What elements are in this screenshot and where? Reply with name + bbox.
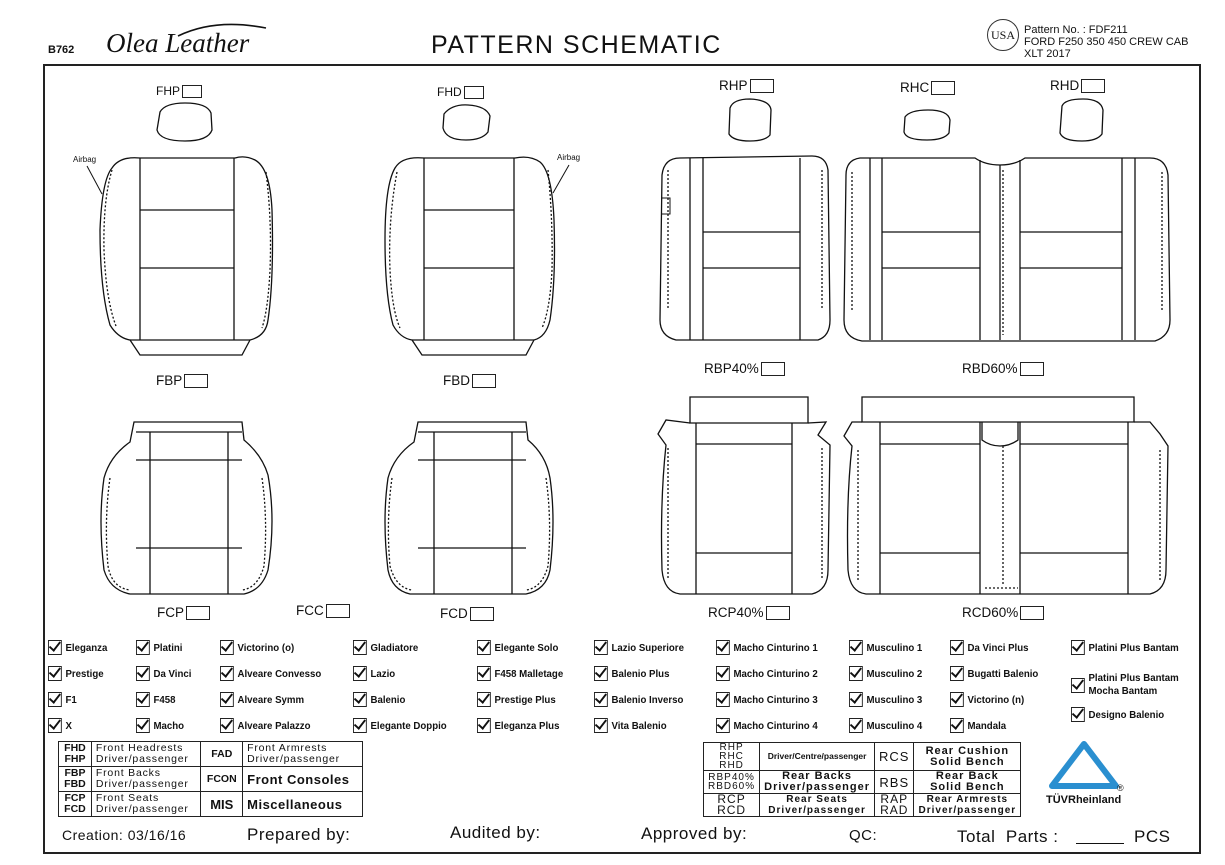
- label-rbd60: RBD60%: [962, 361, 1044, 376]
- style-option-label: Prestige: [65, 667, 104, 680]
- style-option[interactable]: [477, 692, 556, 707]
- style-option-label: Platini: [153, 641, 183, 654]
- style-option-label: Macho Cinturino 3: [733, 693, 818, 706]
- legend-desc: Rear Back Solid Bench: [914, 771, 1021, 794]
- legend-code: FHD FHP: [59, 742, 92, 767]
- style-option-label: Platini Plus Bantam: [1088, 641, 1179, 654]
- style-option[interactable]: [220, 666, 321, 681]
- style-option[interactable]: [950, 640, 1029, 655]
- style-option-label: Balenio Inverso: [611, 693, 684, 706]
- label-fhd: FHD: [437, 85, 484, 99]
- legend-code: FCP FCD: [59, 792, 92, 817]
- style-option[interactable]: [220, 718, 311, 733]
- style-option[interactable]: [353, 718, 447, 733]
- style-option-label: Balenio Plus: [611, 667, 670, 680]
- checkbox-checked-icon[interactable]: [220, 666, 234, 681]
- style-option-label: Alveare Palazzo: [237, 719, 311, 732]
- legend-desc: Front Backs Driver/passenger: [91, 767, 201, 792]
- style-option-label: X: [65, 719, 72, 732]
- style-option-label: Victorino (n): [967, 693, 1025, 706]
- creation-date: Creation: 03/16/16: [62, 827, 187, 843]
- checkbox-checked-icon[interactable]: [849, 666, 863, 681]
- style-option-label: Mandala: [967, 719, 1007, 732]
- style-option-label: Balenio: [370, 693, 406, 706]
- checkbox-checked-icon[interactable]: [594, 718, 608, 733]
- checkbox-checked-icon[interactable]: [353, 692, 367, 707]
- checkbox-checked-icon[interactable]: [849, 640, 863, 655]
- style-option-label: Designo Balenio: [1088, 708, 1165, 721]
- front-cushion-fcd-shape: [385, 422, 553, 594]
- style-option-label: Bugatti Balenio: [967, 667, 1039, 680]
- style-option[interactable]: [950, 666, 1038, 681]
- style-option-label: Macho Cinturino 1: [733, 641, 818, 654]
- checkbox-rbd60[interactable]: [1020, 362, 1044, 376]
- checkbox-checked-icon[interactable]: [950, 666, 964, 681]
- checkbox-rcp40[interactable]: [766, 606, 790, 620]
- front-back-fbp-shape: [87, 157, 273, 355]
- label-fbd: FBD: [443, 373, 496, 388]
- style-option[interactable]: [136, 692, 176, 707]
- style-option-label: F458 Malletage: [494, 667, 564, 680]
- style-option-label: Macho Cinturino 4: [733, 719, 818, 732]
- page-title: PATTERN SCHEMATIC: [431, 31, 722, 59]
- style-option[interactable]: [353, 640, 418, 655]
- legend-code: RHP RHC RHD: [704, 743, 760, 771]
- airbag-label-left: Airbag: [73, 155, 97, 164]
- checkbox-checked-icon[interactable]: [594, 692, 608, 707]
- style-option[interactable]: [48, 692, 77, 707]
- style-option-label: Alveare Symm: [237, 693, 305, 706]
- total-parts-label: Total Parts :: [957, 827, 1059, 846]
- checkbox-checked-icon[interactable]: [1071, 707, 1085, 722]
- legend-desc: Rear Backs Driver/passenger: [760, 771, 875, 794]
- style-option-label: Vita Balenio: [611, 719, 667, 732]
- style-option-label: Eleganza Plus: [494, 719, 560, 732]
- checkbox-checked-icon[interactable]: [220, 640, 234, 655]
- rear-cushion-rcd60-shape: [844, 397, 1168, 594]
- style-option-label: Musculino 4: [866, 719, 923, 732]
- checkbox-checked-icon[interactable]: [48, 666, 62, 681]
- style-option[interactable]: [594, 718, 667, 733]
- prepared-by: Prepared by:: [247, 825, 351, 844]
- style-option-label: Da Vinci: [153, 667, 192, 680]
- checkbox-checked-icon[interactable]: [136, 666, 150, 681]
- checkbox-fbp[interactable]: [184, 374, 208, 388]
- checkbox-checked-icon[interactable]: [136, 692, 150, 707]
- legend-desc: Rear Seats Driver/passenger: [760, 794, 875, 817]
- checkbox-fhp[interactable]: [182, 85, 202, 98]
- style-option[interactable]: [849, 718, 922, 733]
- checkbox-checked-icon[interactable]: [477, 718, 491, 733]
- style-option-label: Prestige Plus: [494, 693, 556, 706]
- checkbox-checked-icon[interactable]: [716, 666, 730, 681]
- checkbox-checked-icon[interactable]: [716, 640, 730, 655]
- legend-code: FCON: [201, 767, 243, 792]
- style-option[interactable]: [1071, 640, 1179, 655]
- checkbox-checked-icon[interactable]: [477, 692, 491, 707]
- style-option[interactable]: [716, 666, 818, 681]
- style-option-label: Macho: [153, 719, 185, 732]
- usa-badge-icon: USA: [987, 19, 1019, 51]
- style-option[interactable]: [1071, 672, 1179, 698]
- legend-code: RCS: [875, 743, 914, 771]
- headrest-rhc-shape: [904, 110, 950, 140]
- style-option[interactable]: [353, 666, 395, 681]
- checkbox-checked-icon[interactable]: [48, 718, 62, 733]
- style-option-label: Musculino 2: [866, 667, 923, 680]
- style-option[interactable]: [353, 692, 405, 707]
- legend-code: RAP RAD: [875, 794, 914, 817]
- checkbox-fcp[interactable]: [186, 606, 210, 620]
- label-rhp: RHP: [719, 78, 774, 93]
- style-option[interactable]: [48, 718, 72, 733]
- style-option[interactable]: [950, 692, 1024, 707]
- style-option[interactable]: [477, 718, 559, 733]
- legend-code: MIS: [201, 792, 243, 817]
- label-rhc: RHC: [900, 80, 955, 95]
- checkbox-checked-icon[interactable]: [353, 666, 367, 681]
- style-option-label: Alveare Convesso: [237, 667, 322, 680]
- checkbox-checked-icon[interactable]: [353, 718, 367, 733]
- style-option[interactable]: [849, 666, 922, 681]
- headrest-rhp-shape: [729, 99, 771, 141]
- style-option[interactable]: [849, 640, 922, 655]
- legend-code: RCP RCD: [704, 794, 760, 817]
- legend-front: [58, 741, 363, 817]
- style-option[interactable]: [48, 640, 107, 655]
- legend-desc: Front Seats Driver/passenger: [91, 792, 201, 817]
- style-option[interactable]: [950, 718, 1006, 733]
- checkbox-checked-icon[interactable]: [220, 718, 234, 733]
- checkbox-checked-icon[interactable]: [1071, 640, 1085, 655]
- checkbox-checked-icon[interactable]: [136, 640, 150, 655]
- rear-back-rbd60-shape: [844, 158, 1170, 341]
- style-option-label: Elegante Doppio: [370, 719, 447, 732]
- checkbox-checked-icon[interactable]: [849, 718, 863, 733]
- style-option-label: Platini Plus Bantam Mocha Bantam: [1088, 672, 1179, 697]
- pattern-number: Pattern No. : FDF211: [1024, 24, 1128, 36]
- style-option-label: Lazio Superiore: [611, 641, 684, 654]
- headrest-fhp-shape: [157, 103, 212, 141]
- label-fbp: FBP: [156, 373, 208, 388]
- tuv-brand: TÜVRheinland: [1046, 794, 1122, 806]
- legend-code: FAD: [201, 742, 243, 767]
- document-code: B762: [48, 44, 75, 56]
- label-rcp40: RCP40%: [708, 605, 790, 620]
- label-rbp40: RBP40%: [704, 361, 785, 376]
- style-option-label: Musculino 1: [866, 641, 923, 654]
- legend-code: RBS: [875, 771, 914, 794]
- total-parts-input[interactable]: [1076, 843, 1124, 844]
- checkbox-checked-icon[interactable]: [594, 640, 608, 655]
- checkbox-checked-icon[interactable]: [950, 718, 964, 733]
- style-option[interactable]: [136, 718, 184, 733]
- checkbox-checked-icon[interactable]: [950, 640, 964, 655]
- checkbox-checked-icon[interactable]: [220, 692, 234, 707]
- label-rhd: RHD: [1050, 78, 1105, 93]
- front-cushion-fcp-shape: [101, 422, 272, 594]
- style-option[interactable]: [1071, 707, 1164, 722]
- brand-logo: Olea Leather: [106, 28, 250, 58]
- front-back-fbd-shape: [385, 157, 569, 355]
- label-rcd60: RCD60%: [962, 605, 1044, 620]
- style-option[interactable]: [716, 692, 818, 707]
- checkbox-checked-icon[interactable]: [849, 692, 863, 707]
- style-option[interactable]: [477, 666, 563, 681]
- style-option-label: Musculino 3: [866, 693, 923, 706]
- style-option[interactable]: [136, 666, 191, 681]
- headrest-fhd-shape: [443, 105, 490, 140]
- rear-back-rbp40-shape: [660, 156, 830, 340]
- legend-code: RBP40% RBD60%: [704, 771, 760, 794]
- headrest-rhd-shape: [1060, 99, 1103, 141]
- checkbox-checked-icon[interactable]: [48, 692, 62, 707]
- checkbox-checked-icon[interactable]: [353, 640, 367, 655]
- checkbox-checked-icon[interactable]: [136, 718, 150, 733]
- checkbox-checked-icon[interactable]: [477, 640, 491, 655]
- checkbox-fcd[interactable]: [470, 607, 494, 621]
- style-option[interactable]: [594, 692, 683, 707]
- style-option-label: Lazio: [370, 667, 396, 680]
- legend-desc: Front Headrests Driver/passenger: [91, 742, 201, 767]
- legend-desc: Rear Armrests Driver/passenger: [914, 794, 1021, 817]
- checkbox-checked-icon[interactable]: [950, 692, 964, 707]
- style-option-label: F458: [153, 693, 176, 706]
- style-option-label: Eleganza: [65, 641, 108, 654]
- style-option[interactable]: [220, 640, 294, 655]
- checkbox-fhd[interactable]: [464, 86, 484, 99]
- checkbox-rhp[interactable]: [750, 79, 774, 93]
- style-option[interactable]: [48, 666, 104, 681]
- style-option-label: Gladiatore: [370, 641, 419, 654]
- pcs-label: PCS: [1134, 827, 1171, 846]
- legend-desc: Rear Cushion Solid Bench: [914, 743, 1021, 771]
- qc-label: QC:: [849, 827, 878, 844]
- checkbox-checked-icon[interactable]: [48, 640, 62, 655]
- label-fcp: FCP: [157, 605, 210, 620]
- style-option-label: Elegante Solo: [494, 641, 559, 654]
- style-option[interactable]: [220, 692, 304, 707]
- registered-mark: ®: [1117, 783, 1124, 793]
- style-option-label: F1: [65, 693, 77, 706]
- style-option-label: Macho Cinturino 2: [733, 667, 818, 680]
- airbag-label-right: Airbag: [557, 153, 581, 162]
- style-option[interactable]: [716, 718, 818, 733]
- checkbox-fbd[interactable]: [472, 374, 496, 388]
- audited-by: Audited by:: [450, 823, 541, 842]
- checkbox-checked-icon[interactable]: [594, 666, 608, 681]
- approved-by: Approved by:: [641, 824, 748, 843]
- checkbox-checked-icon[interactable]: [1071, 678, 1085, 693]
- style-option[interactable]: [716, 640, 818, 655]
- style-option[interactable]: [136, 640, 182, 655]
- checkbox-checked-icon[interactable]: [477, 666, 491, 681]
- checkbox-rbp40[interactable]: [761, 362, 785, 376]
- rear-cushion-rcp40-shape: [658, 397, 830, 594]
- checkbox-checked-icon[interactable]: [716, 692, 730, 707]
- vehicle-model: FORD F250 350 450 CREW CAB: [1024, 36, 1189, 48]
- legend-desc: Front Armrests Driver/passenger: [243, 742, 363, 767]
- vehicle-year: XLT 2017: [1024, 48, 1071, 60]
- label-fcc: FCC: [296, 603, 350, 618]
- checkbox-rhc[interactable]: [931, 81, 955, 95]
- legend-desc: Miscellaneous: [243, 792, 363, 817]
- style-option-label: Da Vinci Plus: [967, 641, 1029, 654]
- label-fcd: FCD: [440, 606, 494, 621]
- label-fhp: FHP: [156, 84, 202, 98]
- legend-code: FBP FBD: [59, 767, 92, 792]
- style-option[interactable]: [594, 666, 669, 681]
- style-option[interactable]: [594, 640, 684, 655]
- legend-desc: Front Consoles: [243, 767, 363, 792]
- checkbox-fcc[interactable]: [326, 604, 350, 618]
- style-option[interactable]: [477, 640, 558, 655]
- checkbox-rcd60[interactable]: [1020, 606, 1044, 620]
- checkbox-checked-icon[interactable]: [716, 718, 730, 733]
- legend-desc: Driver/Centre/passenger: [760, 743, 875, 771]
- style-option-label: Victorino (o): [237, 641, 295, 654]
- checkbox-rhd[interactable]: [1081, 79, 1105, 93]
- style-option[interactable]: [849, 692, 922, 707]
- legend-rear: [703, 742, 1021, 817]
